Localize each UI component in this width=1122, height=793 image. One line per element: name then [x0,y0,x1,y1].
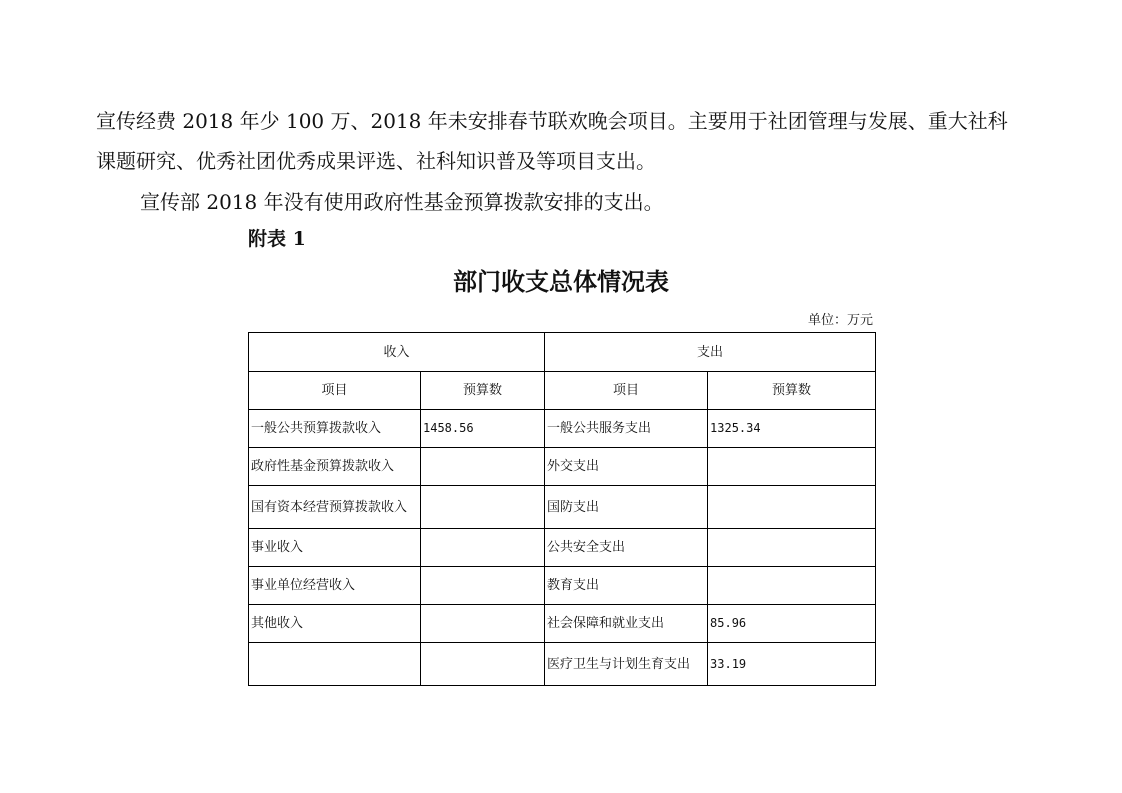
income-amount-cell [421,567,545,605]
body-paragraph-3: 宣传部 2018 年没有使用政府性基金预算拨款安排的支出。 [140,190,664,214]
expense-item-cell: 公共安全支出 [545,529,708,567]
table-row [249,410,876,448]
expense-item-cell: 医疗卫生与计划生育支出 [545,643,708,686]
income-amount-header: 预算数 [421,372,545,410]
income-item-header: 项目 [249,372,421,410]
expense-amount-cell [708,567,876,605]
group-header-row [249,333,876,372]
body-paragraph-2: 课题研究、优秀社团优秀成果评选、社科知识普及等项目支出。 [96,149,656,173]
income-item-cell: 其他收入 [249,605,421,643]
expense-item-cell: 社会保障和就业支出 [545,605,708,643]
income-amount-cell [421,529,545,567]
expense-group-header: 支出 [545,333,876,372]
table-row [249,605,876,643]
table-row [249,567,876,605]
expense-amount-cell: 85.96 [708,605,876,643]
table-row [249,448,876,486]
table-row [249,486,876,529]
income-item-cell: 政府性基金预算拨款收入 [249,448,421,486]
income-amount-cell [421,448,545,486]
expense-item-cell: 一般公共服务支出 [545,410,708,448]
expense-amount-cell [708,486,876,529]
column-header-row [249,372,876,410]
income-item-cell: 一般公共预算拨款收入 [249,410,421,448]
budget-table [248,332,876,686]
income-amount-cell: 1458.56 [421,410,545,448]
unit-label: 单位：万元 [807,313,873,328]
income-item-cell: 事业收入 [249,529,421,567]
expense-amount-cell: 1325.34 [708,410,876,448]
table-row [249,529,876,567]
income-amount-cell [421,486,545,529]
expense-amount-cell [708,448,876,486]
appendix-label: 附表 1 [248,228,306,250]
income-amount-cell [421,643,545,686]
expense-item-header: 项目 [545,372,708,410]
income-amount-cell [421,605,545,643]
body-paragraph-1: 宣传经费 2018 年少 100 万、2018 年未安排春节联欢晚会项目。主要用于社团管理与发展、重大社科 [96,109,1008,133]
income-group-header: 收入 [249,333,545,372]
table-title: 部门收支总体情况表 [453,267,669,296]
table-row [249,643,876,686]
expense-amount-header: 预算数 [708,372,876,410]
income-item-cell: 事业单位经营收入 [249,567,421,605]
expense-amount-cell [708,529,876,567]
income-item-cell [249,643,421,686]
expense-amount-cell: 33.19 [708,643,876,686]
expense-item-cell: 外交支出 [545,448,708,486]
income-item-cell: 国有资本经营预算拨款收入 [249,486,421,529]
expense-item-cell: 教育支出 [545,567,708,605]
expense-item-cell: 国防支出 [545,486,708,529]
